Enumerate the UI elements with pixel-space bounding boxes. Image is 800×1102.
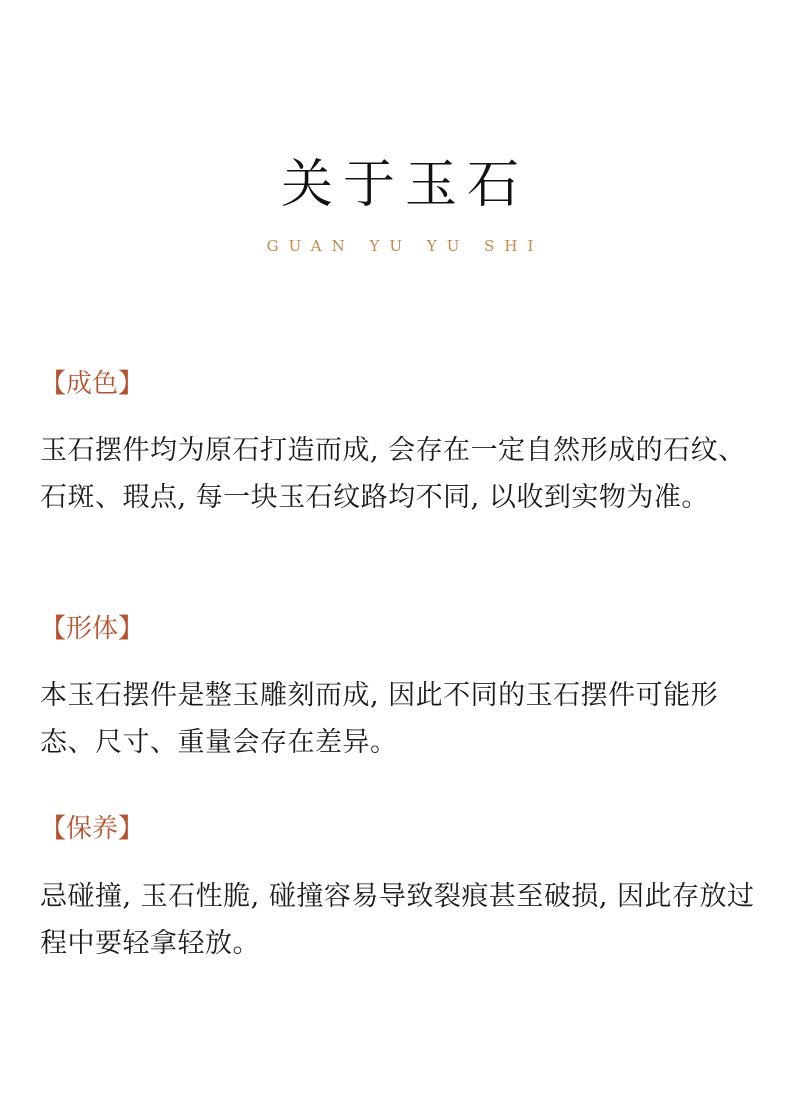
section-body-quality: 玉石摆件均为原石打造而成, 会存在一定自然形成的石纹、石斑、瑕点, 每一块玉石纹路均不同, 以收到实物为准。	[40, 435, 746, 513]
section-heading-quality: 【成色】	[40, 369, 145, 399]
page-title: 关于玉石	[280, 155, 529, 215]
section-heading-care: 【保养】	[40, 814, 145, 844]
section-heading-shape: 【形体】	[40, 614, 145, 644]
page-subtitle: GUAN YU YU SHI	[266, 237, 544, 255]
section-body-shape: 本玉石摆件是整玉雕刻而成, 因此不同的玉石摆件可能形态、尺寸、重量会存在差异。	[40, 680, 719, 758]
section-body-care: 忌碰撞, 玉石性脆, 碰撞容易导致裂痕甚至破损, 因此存放过程中要轻拿轻放。	[40, 881, 755, 959]
